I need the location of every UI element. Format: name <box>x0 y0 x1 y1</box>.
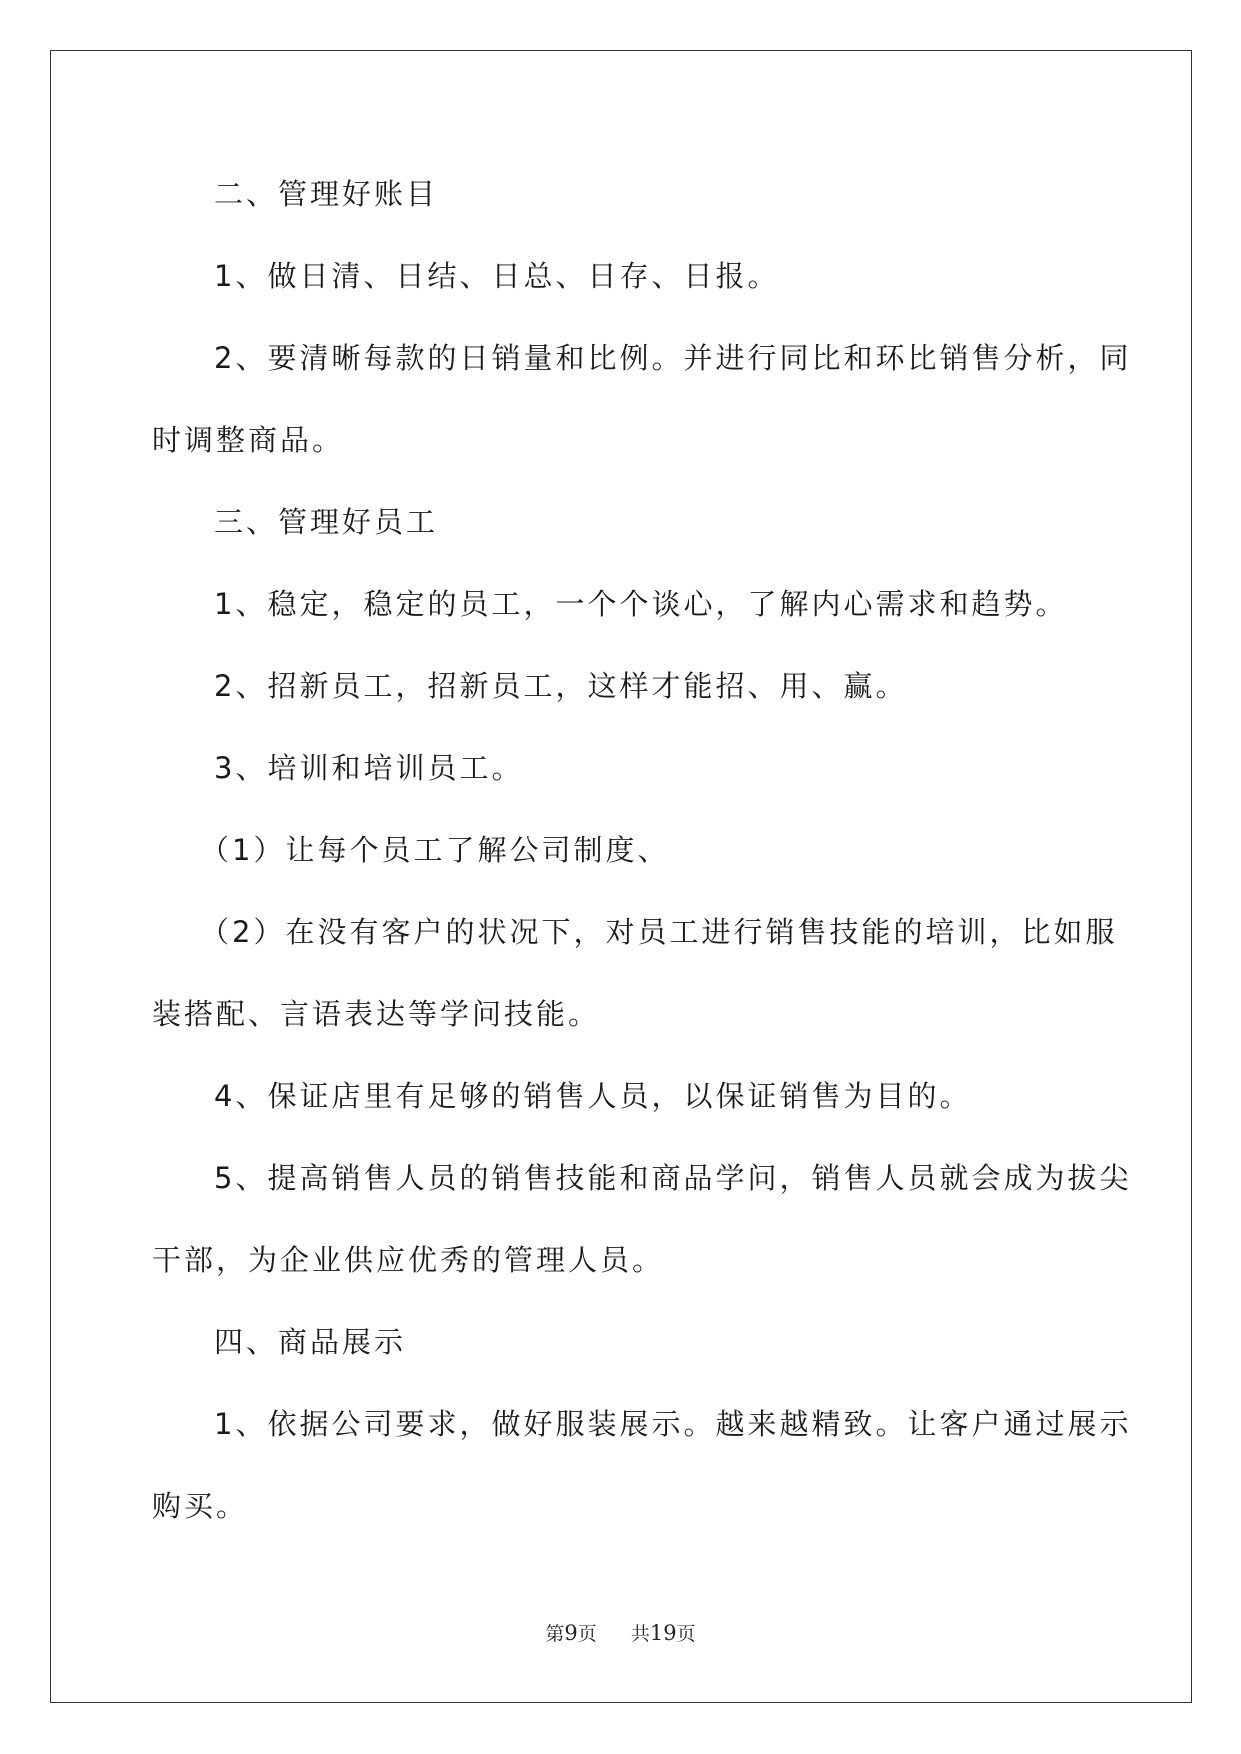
paragraph: 5、提高销售人员的销售技能和商品学问，销售人员就会成为拔尖 <box>214 1161 1132 1195</box>
paragraph: 2、要清晰每款的日销量和比例。并进行同比和环比销售分析，同 <box>214 341 1132 375</box>
section-heading-accounts: 二、管理好账目 <box>214 177 439 211</box>
paragraph: 4、保证店里有足够的销售人员，以保证销售为目的。 <box>214 1079 972 1113</box>
page-border <box>50 50 1192 1703</box>
footer-page-suffix: 页 <box>577 1623 597 1645</box>
footer-total-prefix: 共 <box>630 1623 650 1645</box>
paragraph-continuation: 购买。 <box>152 1489 249 1523</box>
footer-total-suffix: 页 <box>676 1623 696 1645</box>
paragraph: 1、做日清、日结、日总、日存、日报。 <box>214 259 780 293</box>
paragraph: 1、稳定，稳定的员工，一个个谈心，了解内心需求和趋势。 <box>214 587 1068 621</box>
paragraph: 3、培训和培训员工。 <box>214 751 524 785</box>
sub-item: （2）在没有客户的状况下，对员工进行销售技能的培训，比如服 <box>200 915 1118 949</box>
paragraph-continuation: 干部，为企业供应优秀的管理人员。 <box>152 1243 665 1277</box>
footer-prefix: 第 <box>545 1623 565 1645</box>
footer-total-pages: 19 <box>649 1621 677 1645</box>
section-heading-staff: 三、管理好员工 <box>214 505 439 539</box>
section-heading-display: 四、商品展示 <box>214 1325 407 1359</box>
paragraph-continuation: 时调整商品。 <box>152 423 345 457</box>
paragraph-continuation: 装搭配、言语表达等学问技能。 <box>152 997 601 1031</box>
paragraph: 2、招新员工，招新员工，这样才能招、用、赢。 <box>214 669 908 703</box>
sub-item: （1）让每个员工了解公司制度、 <box>200 833 670 867</box>
footer-page-number: 9 <box>564 1621 578 1645</box>
paragraph: 1、依据公司要求，做好服装展示。越来越精致。让客户通过展示 <box>214 1407 1132 1441</box>
page-footer <box>0 1619 1241 1646</box>
